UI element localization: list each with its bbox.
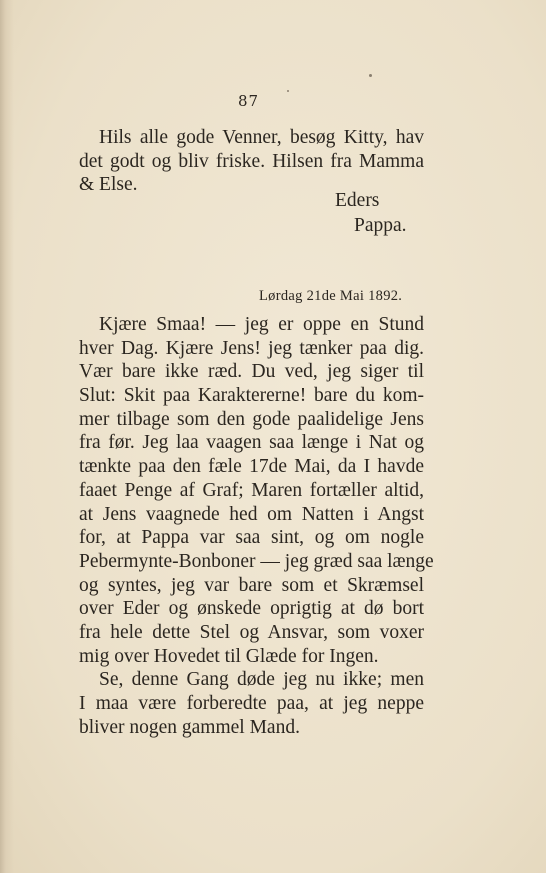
paper-speck: [287, 90, 289, 92]
text-line: mer tilbage som den gode paalidelige Jens: [79, 408, 424, 430]
text-line: over Eder og ønskede oprigtig at dø bort: [79, 598, 424, 620]
text-line: mig over Hovedet til Glæde for Ingen.: [79, 645, 379, 667]
letter-paragraph: [79, 313, 434, 739]
text-line: Kjære Smaa! — jeg er oppe en Stund: [99, 314, 424, 335]
text-line: Slut: Skit paa Karaktererne! bare du kom-: [79, 385, 424, 407]
text-line: Hils alle gode Venner, besøg Kitty, hav: [99, 127, 424, 148]
closing-paragraph: [79, 126, 424, 197]
signature-name: Pappa.: [354, 215, 407, 236]
text-line: faaet Penge af Graf; Maren fortæller altid,: [79, 479, 424, 501]
text-line: Pebermynte-Bonboner — jeg græd saa længe: [79, 550, 434, 572]
text-line: Vær bare ikke ræd. Du ved, jeg siger til: [79, 361, 424, 383]
text-line: at Jens vaagnede hed om Natten i Angst: [79, 503, 424, 525]
text-line: tænkte paa den fæle 17de Mai, da I havde: [79, 456, 424, 478]
binding-edge: [0, 0, 14, 873]
text-line: og syntes, jeg var bare som et Skræmsel: [79, 574, 424, 596]
text-line: bliver nogen gammel Mand.: [79, 716, 300, 738]
paper-speck: [369, 74, 372, 77]
text-line: & Else.: [79, 174, 138, 196]
text-line: Se, denne Gang døde jeg nu ikke; men: [99, 669, 424, 691]
signature-salutation: Eders: [335, 190, 380, 211]
letter-dateline: Lørdag 21de Mai 1892.: [259, 288, 403, 304]
text-line: for, at Pappa var saa sint, og om nogle: [79, 527, 424, 549]
page-number: 87: [238, 92, 260, 110]
text-line: I maa være forberedte paa, at jeg neppe: [79, 693, 424, 714]
text-line: hver Dag. Kjære Jens! jeg tænker paa dig.: [79, 337, 424, 359]
text-line: fra hele dette Stel og Ansvar, som voxer: [79, 621, 424, 643]
text-line: det godt og bliv friske. Hilsen fra Mamma: [79, 150, 424, 172]
text-line: fra før. Jeg laa vaagen saa længe i Nat og: [79, 432, 424, 454]
